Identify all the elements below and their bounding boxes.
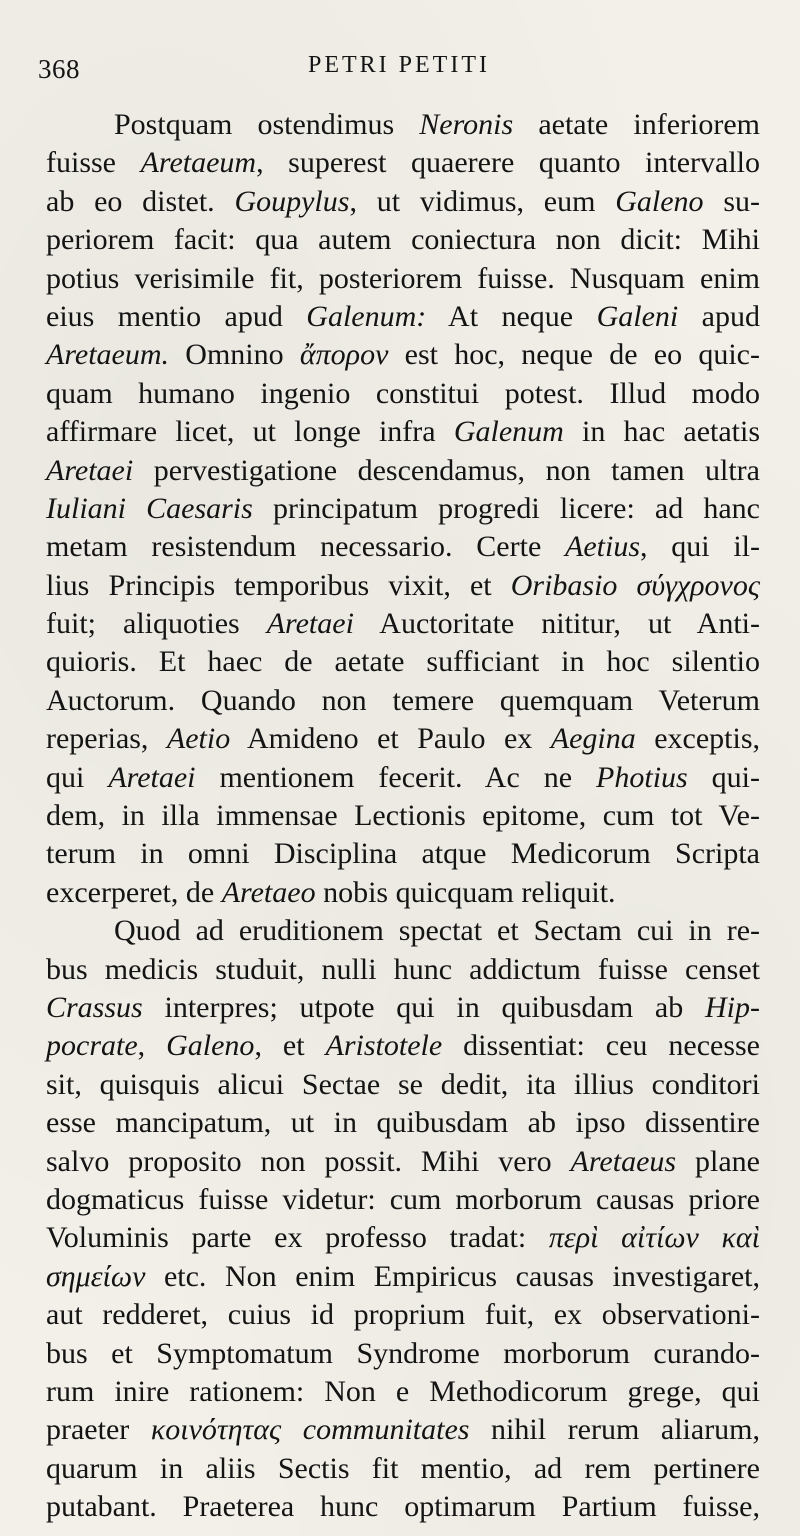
text-span: su- — [703, 184, 760, 218]
text-line — [46, 336, 760, 374]
text-span: reperias, — [46, 722, 167, 756]
text-line — [46, 1373, 760, 1411]
text-line — [46, 1027, 760, 1065]
text-line — [46, 1296, 760, 1334]
text-span: fuisse — [46, 146, 141, 180]
italic-text-span: Neronis — [419, 108, 514, 141]
text-line — [46, 835, 760, 873]
text-line — [46, 260, 760, 298]
text-span: mentionem fecerit. Ac ne — [195, 760, 597, 794]
italic-text-span: Aretaei — [108, 760, 196, 794]
italic-text-span: Goupylus — [234, 184, 350, 218]
text-span: Postquam ostendimus — [114, 108, 420, 141]
text-span: salvo proposito non possit. Mihi vero — [46, 1144, 571, 1178]
italic-text-span: Oribasio σύγχρονος — [510, 568, 761, 602]
text-line — [46, 605, 760, 643]
text-span: lius Principis temporibus vixit, et — [46, 568, 511, 602]
text-line — [46, 413, 760, 451]
text-line — [46, 183, 760, 221]
italic-text-span: Photius — [596, 760, 688, 794]
italic-text-span: Aretaeus — [570, 1144, 677, 1178]
italic-text-span: Aretaeo — [221, 875, 316, 909]
text-line — [46, 1335, 760, 1373]
text-line — [46, 1258, 760, 1296]
italic-text-span: Aristotele — [325, 1029, 443, 1063]
italic-text-span: Aretaei — [46, 453, 134, 487]
italic-text-span: Galenum — [453, 415, 564, 449]
italic-text-span: Hip- — [705, 990, 760, 1024]
running-head: PETRI PETITI — [308, 52, 490, 78]
text-span: pervestigatione descendamus, non tamen ultra — [133, 453, 760, 487]
text-span: Auctorum. Quando non temere quemquam Veterum — [46, 683, 760, 717]
text-span: dissentiat: ceu necesse — [442, 1029, 760, 1063]
text-line — [46, 1104, 760, 1142]
body-text — [46, 106, 760, 1526]
text-line — [46, 1450, 760, 1488]
text-line — [46, 452, 760, 490]
italic-text-span: Iuliani Caesaris — [46, 491, 253, 525]
text-span: quarum in aliis Sectis fit mentio, ad rem pertinere — [46, 1451, 760, 1485]
text-span: aut redderet, cuius id proprium fuit, ex observationi- — [46, 1298, 760, 1332]
text-span: aetate inferiorem — [513, 108, 760, 141]
page-header — [38, 48, 760, 88]
italic-text-span: σημείων — [46, 1259, 146, 1293]
text-span: esse mancipatum, ut in quibusdam ab ipso dissentire — [46, 1106, 760, 1140]
text-span: , ut vidimus, eum — [349, 184, 616, 218]
text-line — [46, 490, 760, 528]
text-span: in hac aetatis — [563, 415, 760, 449]
italic-text-span: Aetio — [166, 722, 231, 756]
text-span: Omnino — [169, 338, 300, 372]
text-line — [46, 720, 760, 758]
text-span: qui- — [687, 760, 760, 794]
text-span: eius mentio apud — [46, 299, 307, 333]
text-line — [46, 106, 760, 144]
text-span: , et — [254, 1029, 326, 1063]
italic-text-span: Galenum: — [306, 299, 427, 333]
text-span: exceptis, — [635, 722, 760, 756]
text-line — [46, 643, 760, 681]
text-span: praeter — [46, 1413, 151, 1447]
text-line — [46, 1411, 760, 1449]
text-span: , qui il- — [640, 530, 761, 564]
italic-text-span: Aegina — [550, 722, 636, 756]
text-span: Auctoritate nititur, ut Anti- — [353, 607, 761, 641]
italic-text-span: Galeno — [166, 1029, 255, 1063]
text-line — [46, 1181, 760, 1219]
text-span: quam humano ingenio constitui potest. Illud modo — [46, 376, 760, 410]
text-span: etc. Non enim Empiricus causas investigaret, — [145, 1259, 760, 1293]
text-line — [46, 759, 760, 797]
text-line — [46, 951, 760, 989]
text-span: bus medicis studuit, nulli hunc addictum fuisse censet — [46, 952, 760, 986]
text-line — [46, 1066, 760, 1104]
text-span: excerperet, de — [46, 875, 222, 909]
text-span: terum in omni Disciplina atque Medicorum Scripta — [46, 837, 760, 871]
text-span: quioris. Et haec de aetate sufficiant in hoc silentio — [46, 645, 760, 679]
text-line — [46, 797, 760, 835]
text-span: , — [137, 1029, 167, 1063]
text-span: sit, quisquis alicui Sectae se dedit, ita illius conditori — [46, 1067, 760, 1101]
italic-text-span: Galeni — [596, 299, 679, 333]
text-span: plane — [676, 1144, 760, 1178]
text-span: Quod ad eruditionem spectat et Sectam cui in re- — [114, 914, 760, 948]
text-span: At neque — [426, 299, 597, 333]
text-span: potius verisimile fit, posteriorem fuisse. Nusquam enim — [46, 261, 760, 295]
text-span: fuit; aliquoties — [46, 607, 267, 641]
page-number: 368 — [38, 54, 80, 84]
italic-text-span: Aretaeum. — [46, 338, 170, 372]
text-span: Amideno et Paulo ex — [230, 722, 551, 756]
text-line — [46, 874, 760, 912]
text-span: apud — [678, 299, 760, 333]
text-span: Voluminis parte ex professo tradat: — [46, 1221, 549, 1255]
text-span: nihil rerum aliarum, — [469, 1413, 761, 1447]
text-span: nobis quicquam reliquit. — [315, 875, 616, 909]
text-line — [46, 1219, 760, 1257]
text-line — [46, 567, 760, 605]
italic-text-span: Crassus — [46, 990, 143, 1024]
italic-text-span: Aretaeum — [140, 146, 257, 180]
text-span: est hoc, neque de eo quic- — [388, 338, 760, 372]
text-span: affirmare licet, ut longe infra — [46, 415, 454, 449]
text-span: dogmaticus fuisse videtur: cum morborum causas priore — [46, 1182, 760, 1216]
italic-text-span: Galeno — [615, 184, 704, 218]
text-line — [46, 682, 760, 720]
text-span: qui — [46, 760, 109, 794]
text-span: putabant. Praeterea hunc optimarum Partium fuisse, — [46, 1490, 760, 1524]
text-span: interpres; utpote qui in quibusdam ab — [142, 990, 705, 1024]
text-line — [46, 298, 760, 336]
italic-text-span: ἄπορον — [299, 338, 389, 372]
text-line — [46, 1143, 760, 1181]
text-span: , superest quaerere quanto intervallo — [256, 146, 760, 180]
text-span: rum inire rationem: Non e Methodicorum grege, qui — [46, 1374, 760, 1408]
text-line — [46, 989, 760, 1027]
text-line — [46, 528, 760, 566]
text-span: ab eo distet. — [46, 184, 235, 218]
italic-text-span: Aretaei — [266, 607, 354, 641]
italic-text-span: κοινότητας communitates — [150, 1413, 470, 1447]
text-span: metam resistendum necessario. Certe — [46, 530, 566, 564]
text-span: bus et Symptomatum Syndrome morborum curando- — [46, 1336, 760, 1370]
text-line — [46, 912, 760, 950]
text-line — [46, 221, 760, 259]
italic-text-span: περὶ αἰτίων καὶ — [548, 1221, 760, 1255]
text-span: dem, in illa immensae Lectionis epitome, cum tot Ve- — [46, 799, 760, 833]
text-line — [46, 1488, 760, 1526]
text-span: periorem facit: qua autem coniectura non dicit: Mihi — [46, 223, 760, 257]
italic-text-span: pocrate — [46, 1029, 138, 1063]
text-line — [46, 144, 760, 182]
italic-text-span: Aetius — [565, 530, 641, 564]
text-line — [46, 375, 760, 413]
text-span: principatum progredi licere: ad hanc — [252, 491, 760, 525]
